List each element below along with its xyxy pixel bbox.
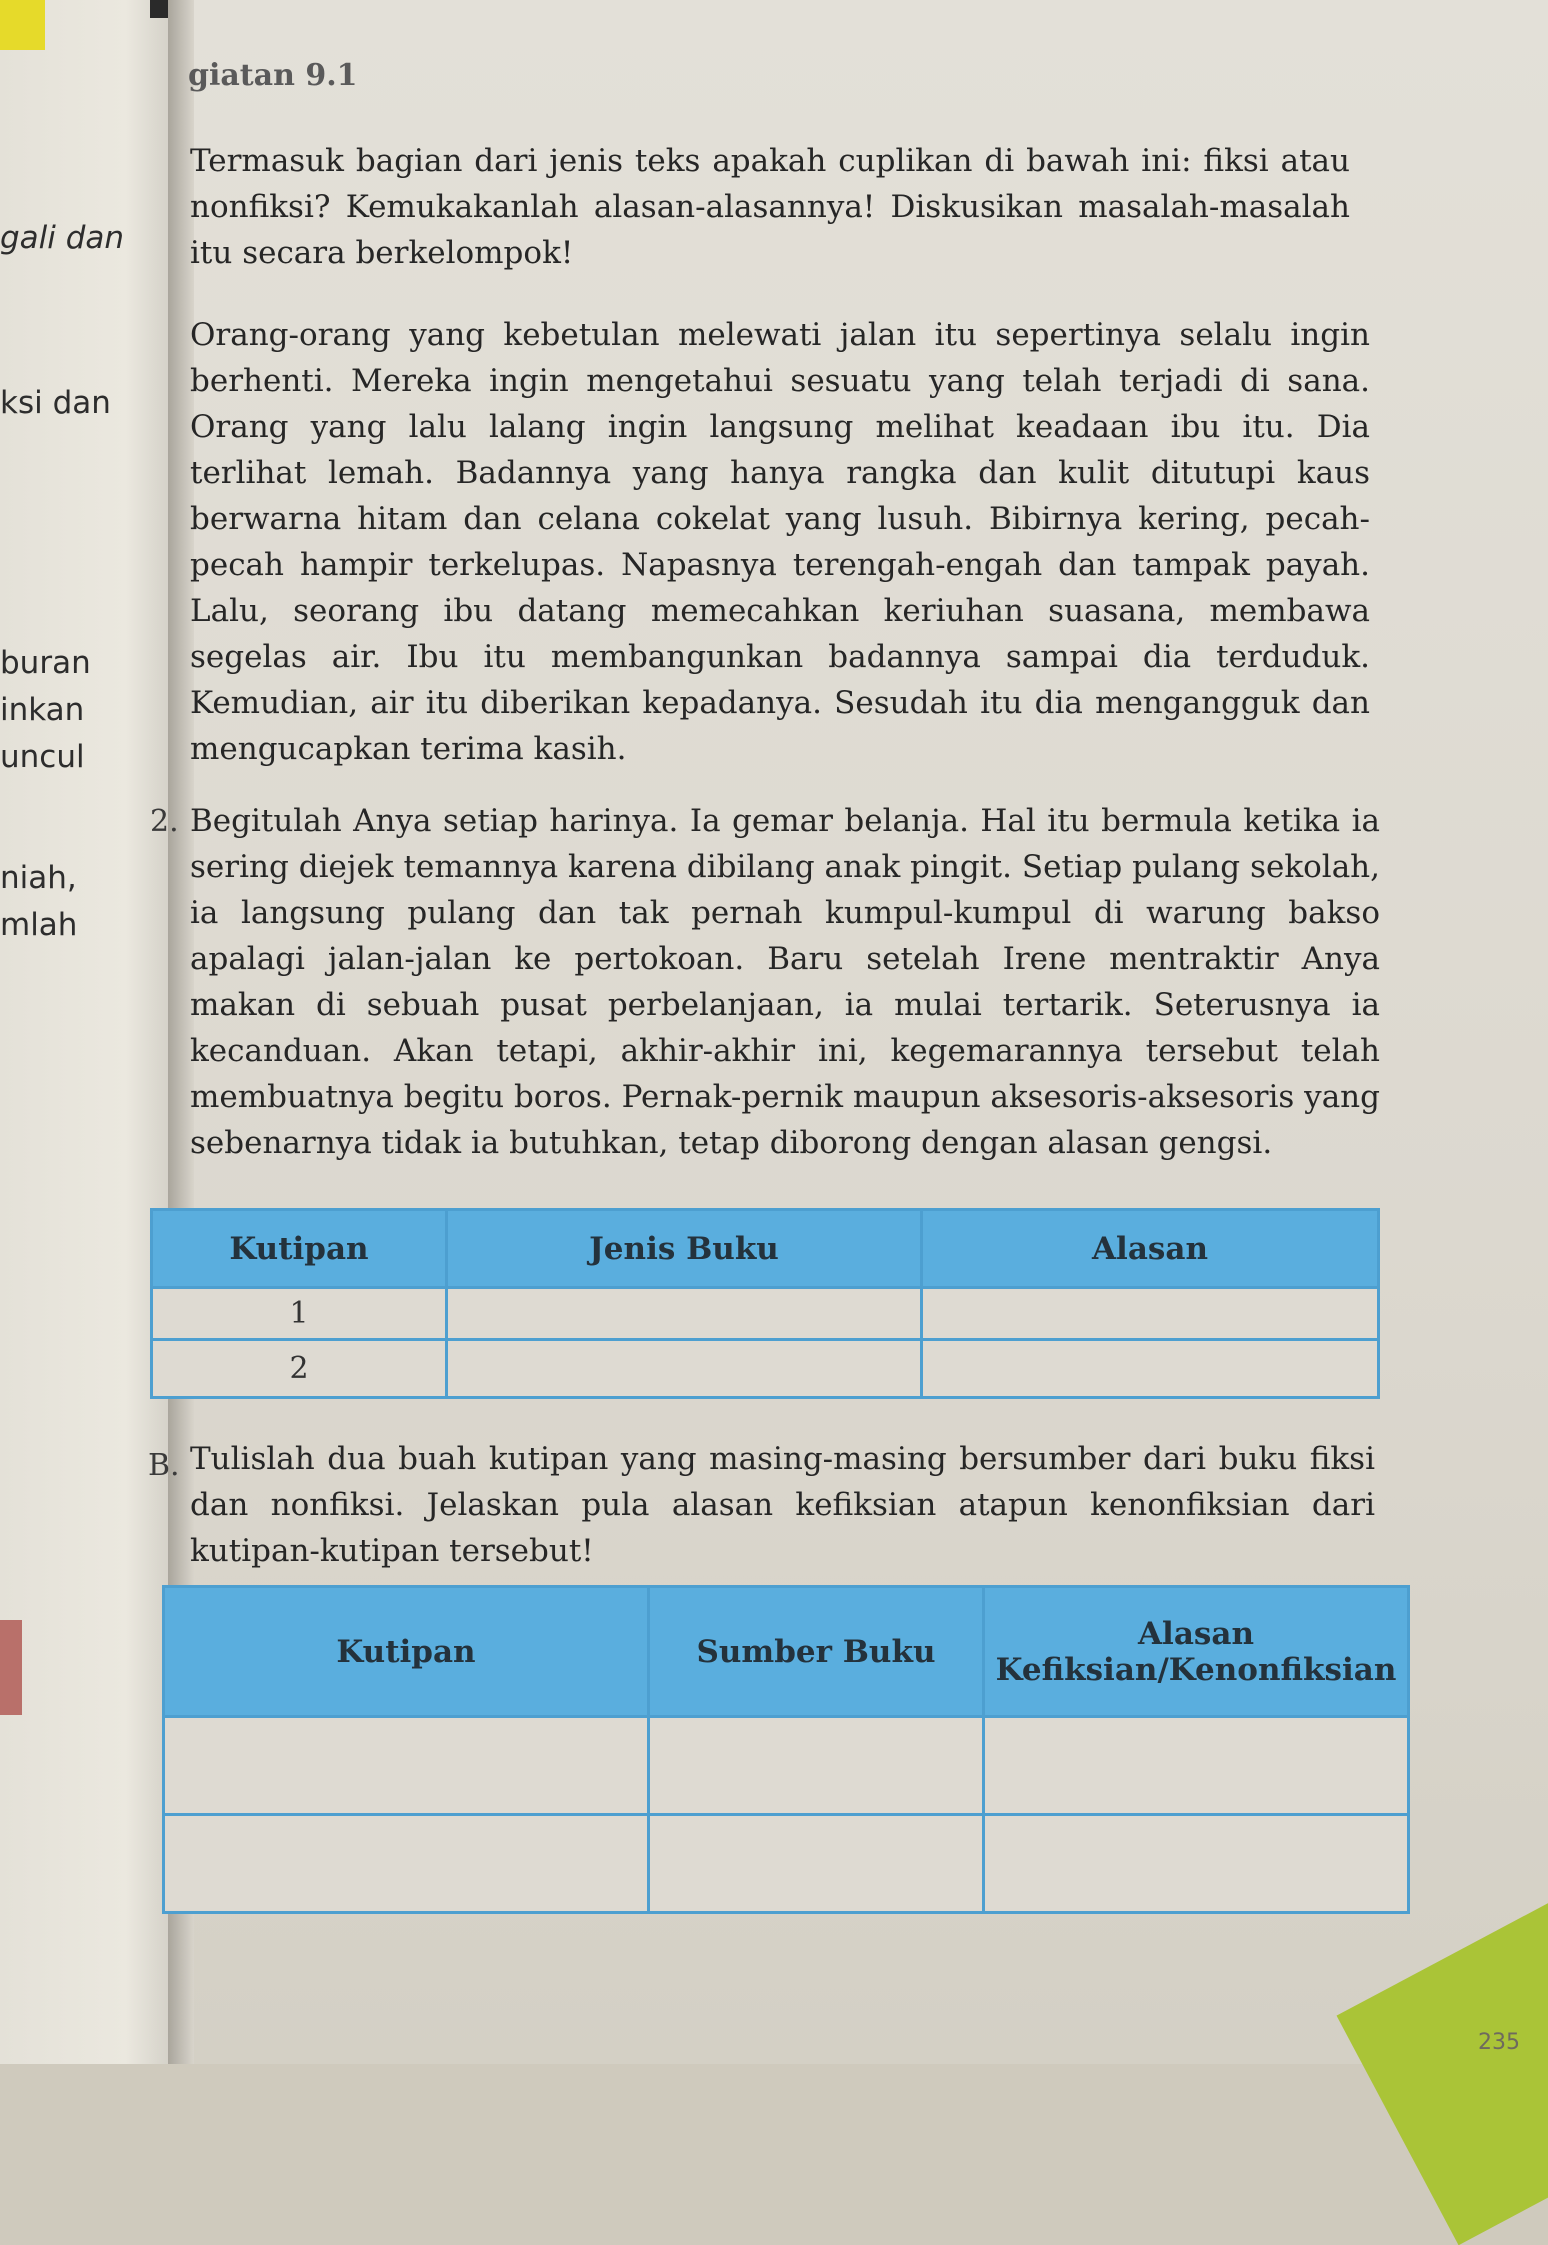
passage-2: Begitulah Anya setiap harinya. Ia gemar belanja. Hal itu bermula ketika ia sering diejek temannya karena dibilang anak pingit. Setiap pulang sekolah, ia langsung pulang dan tak pernah kumpul-kumpul di warung bakso apalagi jalan-jalan ke pertokoan. Baru setelah Irene mentraktir Anya makan di sebuah pusat perbelanjaan, ia mulai tertarik. Seterusnya ia kecanduan. Akan tetapi, akhir-akhir ini, kegemarannya tersebut telah membuatnya begitu boros. Pernak-pernik maupun aksesoris-aksesoris yang sebenarnya tidak ia butuhkan, tetap diborong dengan alasan gengsi.: [190, 803, 1380, 1161]
yellow-tab: [0, 0, 45, 50]
table-2-cell[interactable]: [164, 1815, 649, 1913]
margin-text: gali dan: [0, 220, 125, 256]
table-1-cell[interactable]: [447, 1288, 922, 1340]
margin-text: niah,: [0, 860, 77, 896]
left-page: [0, 0, 180, 2064]
table-1-cell[interactable]: [447, 1340, 922, 1398]
table-1-cell[interactable]: 1: [152, 1288, 447, 1340]
section-b-instruction: Tulislah dua buah kutipan yang masing-masing bersumber dari buku fiksi dan nonfiksi. Jelaskan pula alasan kefiksian atapun kenonfiksian dari kutipan-kutipan tersebut!: [190, 1441, 1375, 1569]
table-1-cell[interactable]: 2: [152, 1340, 447, 1398]
table-2-header-alasan: Alasan Kefiksian/Kenonfiksian: [984, 1587, 1409, 1717]
activity-heading: giatan 9.1: [188, 58, 358, 93]
margin-text: uncul: [0, 739, 85, 775]
table-2-cell[interactable]: [984, 1717, 1409, 1815]
table-2-header-sumber-buku: Sumber Buku: [649, 1587, 984, 1717]
page-number: 235: [1478, 2030, 1520, 2055]
table-1-cell[interactable]: [922, 1288, 1379, 1340]
margin-text: buran: [0, 645, 91, 681]
instruction-text: Termasuk bagian dari jenis teks apakah cuplikan di bawah ini: fiksi atau nonfiksi? Kemukakanlah alasan-alasannya! Diskusikan masalah-masalah itu secara berkelompok!: [190, 143, 1350, 271]
passage-1: Orang-orang yang kebetulan melewati jalan itu sepertinya selalu ingin berhenti. Mereka ingin mengetahui sesuatu yang telah terjadi di sana. Orang yang lalu lalang ingin langsung melihat keadaan ibu itu. Dia terlihat lemah. Badannya yang hanya rangka dan kulit ditutupi kaus berwarna hitam dan celana cokelat yang lusuh. Bibirnya kering, pecah-pecah hampir terkelupas. Napasnya terengah-engah dan tampak payah. Lalu, seorang ibu datang memecahkan keriuhan suasana, membawa segelas air. Ibu itu membangunkan badannya sampai dia terduduk. Kemudian, air itu diberikan kepadanya. Sesudah itu dia mengangguk dan mengucapkan terima kasih.: [190, 317, 1370, 767]
passage-2-number: 2.: [150, 804, 179, 839]
table-2-cell[interactable]: [164, 1717, 649, 1815]
table-2-header-kutipan: Kutipan: [164, 1587, 649, 1717]
table-1-header-jenis-buku: Jenis Buku: [447, 1210, 922, 1288]
margin-text: ksi dan: [0, 385, 111, 421]
margin-text: mlah: [0, 907, 78, 943]
table-2-cell[interactable]: [649, 1815, 984, 1913]
table-2: [162, 1585, 1410, 1914]
table-2-cell[interactable]: [984, 1815, 1409, 1913]
red-margin-mark: [0, 1620, 22, 1715]
table-2-cell[interactable]: [649, 1717, 984, 1815]
table-1-cell[interactable]: [922, 1340, 1379, 1398]
section-b-label: B.: [148, 1448, 180, 1483]
table-1-header-alasan: Alasan: [922, 1210, 1379, 1288]
table-1-header-kutipan: Kutipan: [152, 1210, 447, 1288]
margin-text: inkan: [0, 692, 85, 728]
table-1: [150, 1208, 1380, 1399]
